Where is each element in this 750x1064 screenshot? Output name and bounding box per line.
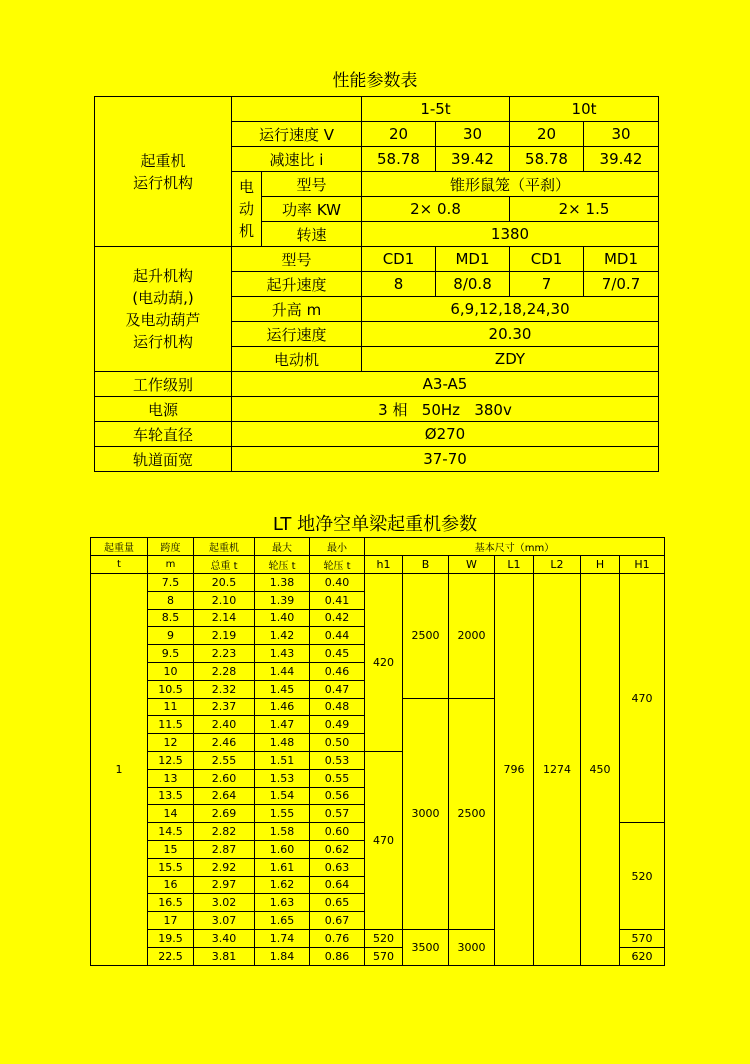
crane-travel-mechanism-label: 起重机 运行机构 — [95, 97, 232, 247]
max-wheel-load-value: 1.45 — [255, 680, 310, 698]
max-wheel-load-value: 1.40 — [255, 609, 310, 627]
w-value: 3000 — [449, 929, 495, 965]
weight-value: 3.81 — [194, 947, 255, 965]
weight-unit: 总重 t — [194, 556, 255, 574]
min-wheel-load-value: 0.47 — [310, 680, 365, 698]
b-value: 3000 — [403, 698, 449, 929]
lift-speed-value: 8 — [362, 272, 436, 297]
max-wheel-load-value: 1.60 — [255, 840, 310, 858]
h1-value: 520 — [365, 929, 403, 947]
weight-value: 2.55 — [194, 751, 255, 769]
weight-header: 起重机 — [194, 538, 255, 556]
max-wheel-load-value: 1.38 — [255, 574, 310, 592]
span-value: 13.5 — [148, 787, 194, 805]
dim-col-header: h1 — [365, 556, 403, 574]
dim-col-header: L1 — [495, 556, 534, 574]
hoist-motor-label: 电动机 — [232, 347, 362, 372]
h1-value: 570 — [365, 947, 403, 965]
lift-speed-value: 7 — [510, 272, 584, 297]
dim-col-header: B — [403, 556, 449, 574]
rail-width-value: 37-70 — [232, 447, 659, 472]
max-wheel-load-value: 1.42 — [255, 627, 310, 645]
speed-value: 20 — [362, 122, 436, 147]
weight-value: 3.02 — [194, 894, 255, 912]
span-value: 13 — [148, 769, 194, 787]
wheel-diameter-label: 车轮直径 — [95, 422, 232, 447]
min-wheel-load-value: 0.57 — [310, 805, 365, 823]
weight-value: 2.82 — [194, 823, 255, 841]
l1-value: 796 — [495, 574, 534, 966]
weight-value: 2.64 — [194, 787, 255, 805]
max-wheel-load-value: 1.54 — [255, 787, 310, 805]
max-wheel-load-unit: 轮压 t — [255, 556, 310, 574]
motor-rpm-label: 转速 — [262, 222, 362, 247]
weight-value: 3.40 — [194, 929, 255, 947]
max-wheel-load-value: 1.84 — [255, 947, 310, 965]
span-value: 9.5 — [148, 645, 194, 663]
power-supply-label: 电源 — [95, 397, 232, 422]
speed-value: 30 — [436, 122, 510, 147]
motor-power-label: 功率 KW — [262, 197, 362, 222]
span-value: 22.5 — [148, 947, 194, 965]
max-wheel-load-header: 最大 — [255, 538, 310, 556]
weight-value: 2.46 — [194, 734, 255, 752]
span-value: 9 — [148, 627, 194, 645]
weight-value: 2.32 — [194, 680, 255, 698]
hoist-mechanism-label: 起升机构 (电动葫,) 及电动葫芦 运行机构 — [95, 247, 232, 372]
hoist-model-value: MD1 — [584, 247, 659, 272]
weight-value: 2.87 — [194, 840, 255, 858]
max-wheel-load-value: 1.74 — [255, 929, 310, 947]
lt-crane-parameters-table — [90, 537, 665, 966]
min-wheel-load-value: 0.86 — [310, 947, 365, 965]
hoist-model-value: MD1 — [436, 247, 510, 272]
motor-model-value: 锥形鼠笼（平刹） — [362, 172, 659, 197]
min-wheel-load-value: 0.45 — [310, 645, 365, 663]
span-value: 8 — [148, 591, 194, 609]
span-value: 19.5 — [148, 929, 194, 947]
min-wheel-load-value: 0.64 — [310, 876, 365, 894]
duty-class-value: A3-A5 — [232, 372, 659, 397]
max-wheel-load-value: 1.46 — [255, 698, 310, 716]
l2-value: 1274 — [534, 574, 581, 966]
rail-width-label: 轨道面宽 — [95, 447, 232, 472]
dim-col-header: L2 — [534, 556, 581, 574]
h1-upper-value: 470 — [620, 574, 665, 823]
max-wheel-load-value: 1.58 — [255, 823, 310, 841]
dim-col-header: W — [449, 556, 495, 574]
capacity-header: 起重量 — [91, 538, 148, 556]
ratio-value: 58.78 — [362, 147, 436, 172]
min-wheel-load-value: 0.67 — [310, 912, 365, 930]
speed-value: 20 — [510, 122, 584, 147]
span-header: 跨度 — [148, 538, 194, 556]
span-value: 16.5 — [148, 894, 194, 912]
max-wheel-load-value: 1.43 — [255, 645, 310, 663]
min-wheel-load-value: 0.44 — [310, 627, 365, 645]
motor-power-value: 2× 1.5 — [510, 197, 659, 222]
hoist-model-value: CD1 — [510, 247, 584, 272]
performance-table-title: 性能参数表 — [332, 71, 418, 91]
min-wheel-load-header: 最小 — [310, 538, 365, 556]
hoist-model-value: CD1 — [362, 247, 436, 272]
motor-group-label: 电 动 机 — [232, 172, 262, 247]
h1-value: 470 — [365, 751, 403, 929]
performance-parameters-table — [94, 96, 659, 472]
span-value: 8.5 — [148, 609, 194, 627]
min-wheel-load-value: 0.42 — [310, 609, 365, 627]
weight-value: 2.23 — [194, 645, 255, 663]
max-wheel-load-value: 1.47 — [255, 716, 310, 734]
lift-speed-value: 8/0.8 — [436, 272, 510, 297]
weight-value: 2.69 — [194, 805, 255, 823]
max-wheel-load-value: 1.44 — [255, 662, 310, 680]
header-1-5t: 1-5t — [362, 97, 510, 122]
span-value: 10.5 — [148, 680, 194, 698]
span-value: 7.5 — [148, 574, 194, 592]
ratio-value: 39.42 — [584, 147, 659, 172]
min-wheel-load-value: 0.62 — [310, 840, 365, 858]
hoist-travel-speed-label: 运行速度 — [232, 322, 362, 347]
weight-value: 3.07 — [194, 912, 255, 930]
hoist-travel-speed-value: 20.30 — [362, 322, 659, 347]
capacity-unit: t — [91, 556, 148, 574]
b-value: 3500 — [403, 929, 449, 965]
max-wheel-load-value: 1.61 — [255, 858, 310, 876]
span-value: 14.5 — [148, 823, 194, 841]
h-value: 450 — [581, 574, 620, 966]
max-wheel-load-value: 1.63 — [255, 894, 310, 912]
min-wheel-load-value: 0.46 — [310, 662, 365, 680]
dimensions-header: 基本尺寸（mm） — [365, 538, 665, 556]
min-wheel-load-value: 0.48 — [310, 698, 365, 716]
weight-value: 20.5 — [194, 574, 255, 592]
max-wheel-load-value: 1.65 — [255, 912, 310, 930]
max-wheel-load-value: 1.48 — [255, 734, 310, 752]
hoist-model-label: 型号 — [232, 247, 362, 272]
w-value: 2000 — [449, 574, 495, 699]
max-wheel-load-value: 1.62 — [255, 876, 310, 894]
min-wheel-load-value: 0.55 — [310, 769, 365, 787]
table-row — [91, 574, 665, 592]
span-value: 17 — [148, 912, 194, 930]
min-wheel-load-value: 0.50 — [310, 734, 365, 752]
weight-value: 2.60 — [194, 769, 255, 787]
span-value: 12 — [148, 734, 194, 752]
h1-upper-value: 520 — [620, 823, 665, 930]
span-unit: m — [148, 556, 194, 574]
h1-value: 420 — [365, 574, 403, 752]
speed-value: 30 — [584, 122, 659, 147]
weight-value: 2.28 — [194, 662, 255, 680]
ratio-value: 39.42 — [436, 147, 510, 172]
hoist-motor-value: ZDY — [362, 347, 659, 372]
weight-value: 2.40 — [194, 716, 255, 734]
min-wheel-load-value: 0.76 — [310, 929, 365, 947]
lift-speed-value: 7/0.7 — [584, 272, 659, 297]
weight-value: 2.19 — [194, 627, 255, 645]
lift-height-value: 6,9,12,18,24,30 — [362, 297, 659, 322]
max-wheel-load-value: 1.51 — [255, 751, 310, 769]
span-value: 16 — [148, 876, 194, 894]
weight-value: 2.10 — [194, 591, 255, 609]
dim-col-header: H — [581, 556, 620, 574]
motor-rpm-value: 1380 — [362, 222, 659, 247]
max-wheel-load-value: 1.55 — [255, 805, 310, 823]
span-value: 11.5 — [148, 716, 194, 734]
power-supply-value: 3 相 50Hz 380v — [232, 397, 659, 422]
min-wheel-load-value: 0.40 — [310, 574, 365, 592]
lt-table-title: LT 地净空单梁起重机参数 — [272, 514, 478, 535]
travel-speed-label: 运行速度 V — [232, 122, 362, 147]
span-value: 15.5 — [148, 858, 194, 876]
min-wheel-load-unit: 轮压 t — [310, 556, 365, 574]
min-wheel-load-value: 0.60 — [310, 823, 365, 841]
span-value: 15 — [148, 840, 194, 858]
wheel-diameter-value: Ø270 — [232, 422, 659, 447]
min-wheel-load-value: 0.49 — [310, 716, 365, 734]
span-value: 12.5 — [148, 751, 194, 769]
weight-value: 2.14 — [194, 609, 255, 627]
w-value: 2500 — [449, 698, 495, 929]
header-10t: 10t — [510, 97, 659, 122]
h1-upper-value: 620 — [620, 947, 665, 965]
weight-value: 2.37 — [194, 698, 255, 716]
min-wheel-load-value: 0.41 — [310, 591, 365, 609]
max-wheel-load-value: 1.53 — [255, 769, 310, 787]
reduction-ratio-label: 减速比 i — [232, 147, 362, 172]
motor-power-value: 2× 0.8 — [362, 197, 510, 222]
ratio-value: 58.78 — [510, 147, 584, 172]
span-value: 11 — [148, 698, 194, 716]
min-wheel-load-value: 0.65 — [310, 894, 365, 912]
lift-speed-label: 起升速度 — [232, 272, 362, 297]
min-wheel-load-value: 0.56 — [310, 787, 365, 805]
max-wheel-load-value: 1.39 — [255, 591, 310, 609]
b-value: 2500 — [403, 574, 449, 699]
motor-model-label: 型号 — [262, 172, 362, 197]
dim-col-header: H1 — [620, 556, 665, 574]
span-value: 10 — [148, 662, 194, 680]
min-wheel-load-value: 0.63 — [310, 858, 365, 876]
duty-class-label: 工作级别 — [95, 372, 232, 397]
span-value: 14 — [148, 805, 194, 823]
weight-value: 2.97 — [194, 876, 255, 894]
capacity-value: 1 — [91, 574, 148, 966]
lift-height-label: 升高 m — [232, 297, 362, 322]
min-wheel-load-value: 0.53 — [310, 751, 365, 769]
h1-upper-value: 570 — [620, 929, 665, 947]
weight-value: 2.92 — [194, 858, 255, 876]
